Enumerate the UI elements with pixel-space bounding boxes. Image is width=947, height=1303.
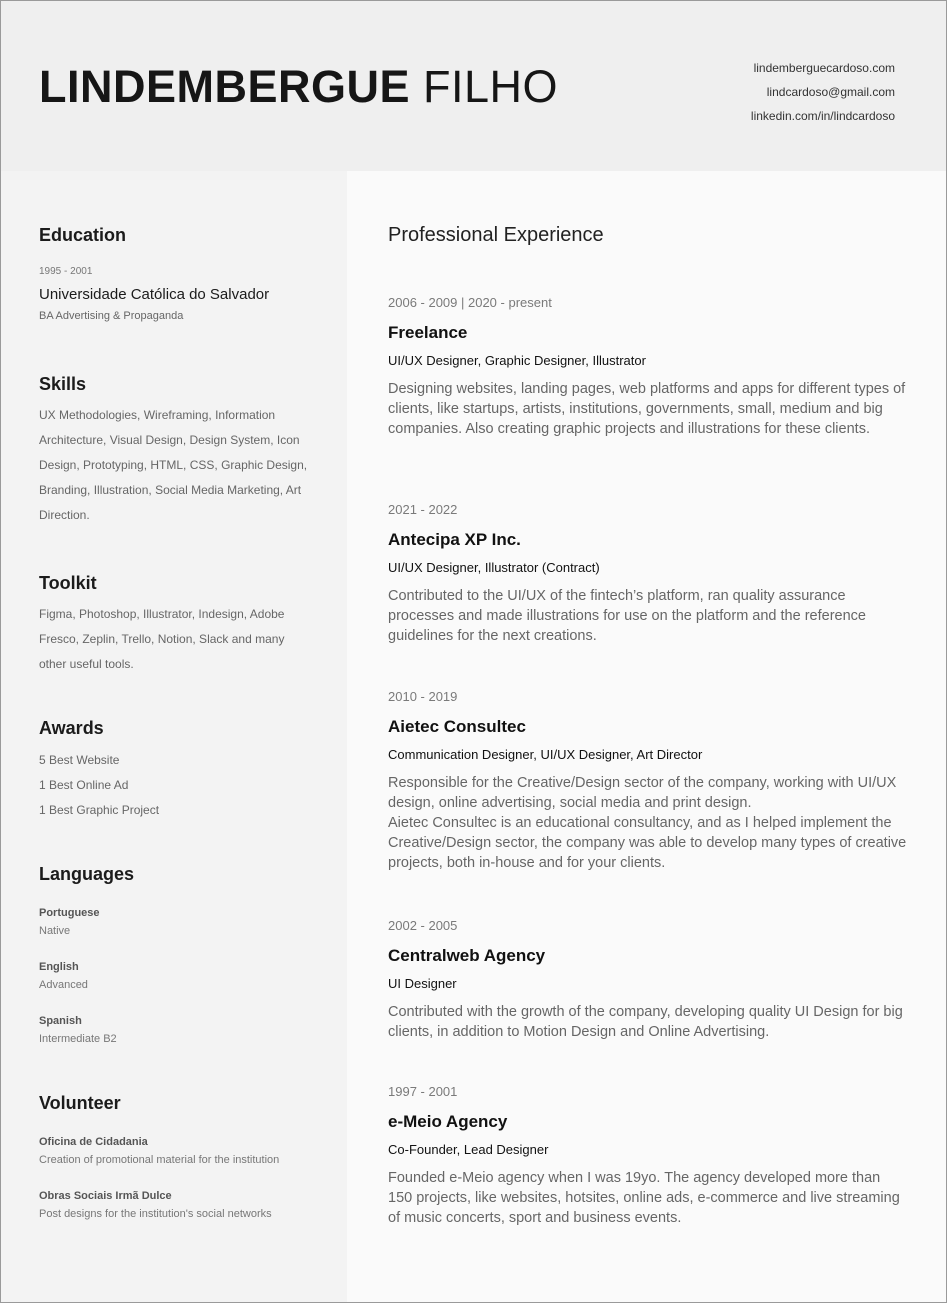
name-last: FILHO <box>423 61 559 112</box>
job-dates: 2021 - 2022 <box>388 502 458 517</box>
resume-header <box>1 1 946 171</box>
languages-heading: Languages <box>39 864 135 884</box>
awards-heading: Awards <box>39 718 104 738</box>
volunteer-heading: Volunteer <box>39 1093 121 1113</box>
job-dates: 1997 - 2001 <box>388 1084 458 1099</box>
job-dates: 2006 - 2009 | 2020 - present <box>388 295 552 310</box>
skills-heading: Skills <box>39 374 87 394</box>
job-dates: 2010 - 2019 <box>388 689 458 704</box>
language-name: English <box>39 961 79 973</box>
toolkit-heading: Toolkit <box>39 573 97 593</box>
job-company: Antecipa XP Inc. <box>388 530 521 549</box>
name-first: LINDEMBERGUE <box>39 61 411 112</box>
education-degree: BA Advertising & Propaganda <box>39 310 184 322</box>
language-level: Advanced <box>39 979 88 991</box>
language-level: Native <box>39 925 71 937</box>
job-role: Communication Designer, UI/UX Designer, Art Director <box>388 747 703 762</box>
education-institution: Universidade Católica do Salvador <box>39 286 270 303</box>
linkedin-link[interactable]: linkedin.com/in/lindcardoso <box>750 109 895 123</box>
volunteer-org: Obras Sociais Irmã Dulce <box>39 1190 172 1202</box>
language-level: Intermediate B2 <box>39 1033 117 1045</box>
job-role: UI/UX Designer, Graphic Designer, Illustrator <box>388 353 646 368</box>
skills-text: UX Methodologies, Wireframing, Information Architecture, Visual Design, Design System, Icon Design, Prototyping, HTML, CSS, Graphic Design, Branding, Illustration, Social Media Marketing, Art Direction. <box>39 408 308 522</box>
job-dates: 2002 - 2005 <box>388 918 458 933</box>
job-description: Designing websites, landing pages, web platforms and apps for different types of clients, like startups, artists, institutions, governments, small, medium and big companies. Also creating graphic projects and illustrations for these clients. <box>388 381 906 437</box>
email-link[interactable]: lindcardoso@gmail.com <box>766 85 895 99</box>
job-company: Centralweb Agency <box>388 946 546 965</box>
awards-list <box>39 748 159 823</box>
job-role: UI Designer <box>388 976 457 991</box>
experience-section <box>347 171 946 1302</box>
website-link[interactable]: lindemberguecardoso.com <box>753 61 895 75</box>
toolkit-text: Figma, Photoshop, Illustrator, Indesign, Adobe Fresco, Zeplin, Trello, Notion, Slack and many other useful tools. <box>39 607 285 671</box>
person-name <box>39 61 558 113</box>
award-item: 1 Best Graphic Project <box>39 803 160 817</box>
sidebar <box>1 171 347 1302</box>
award-item: 5 Best Website <box>39 753 120 767</box>
education-years: 1995 - 2001 <box>39 266 93 277</box>
volunteer-desc: Post designs for the institution's social networks <box>39 1208 272 1220</box>
job-description-continued: Aietec Consultec is an educational consultancy, and as I helped implement the Creative/Design sector, the company was able to develop many types of creative projects, both in-house and for your clients. <box>388 815 907 871</box>
volunteer-desc: Creation of promotional material for the institution <box>39 1154 280 1166</box>
job-company: Freelance <box>388 323 468 342</box>
job-company: e-Meio Agency <box>388 1112 508 1131</box>
job-description: Founded e-Meio agency when I was 19yo. The agency developed more than 150 projects, like websites, hotsites, online ads, e-commerce and live streaming of music concerts, sport and business events. <box>388 1170 900 1226</box>
contact-list <box>751 56 895 128</box>
experience-heading: Professional Experience <box>388 224 604 246</box>
award-item: 1 Best Online Ad <box>39 778 129 792</box>
language-name: Portuguese <box>39 907 100 919</box>
job-role: UI/UX Designer, Illustrator (Contract) <box>388 560 600 575</box>
education-heading: Education <box>39 225 127 245</box>
job-description: Responsible for the Creative/Design sector of the company, working with UI/UX design, online advertising, social media and print design. <box>388 775 897 811</box>
job-description: Contributed to the UI/UX of the fintech’s platform, ran quality assurance processes and made illustrations for use on the platform and the reference guidelines for the next creations. <box>388 588 866 644</box>
job-company: Aietec Consultec <box>388 717 526 736</box>
job-role: Co-Founder, Lead Designer <box>388 1142 549 1157</box>
language-name: Spanish <box>39 1015 82 1027</box>
volunteer-org: Oficina de Cidadania <box>39 1136 148 1148</box>
job-description: Contributed with the growth of the company, developing quality UI Design for big clients, in addition to Motion Design and Online Advertising. <box>388 1004 903 1040</box>
